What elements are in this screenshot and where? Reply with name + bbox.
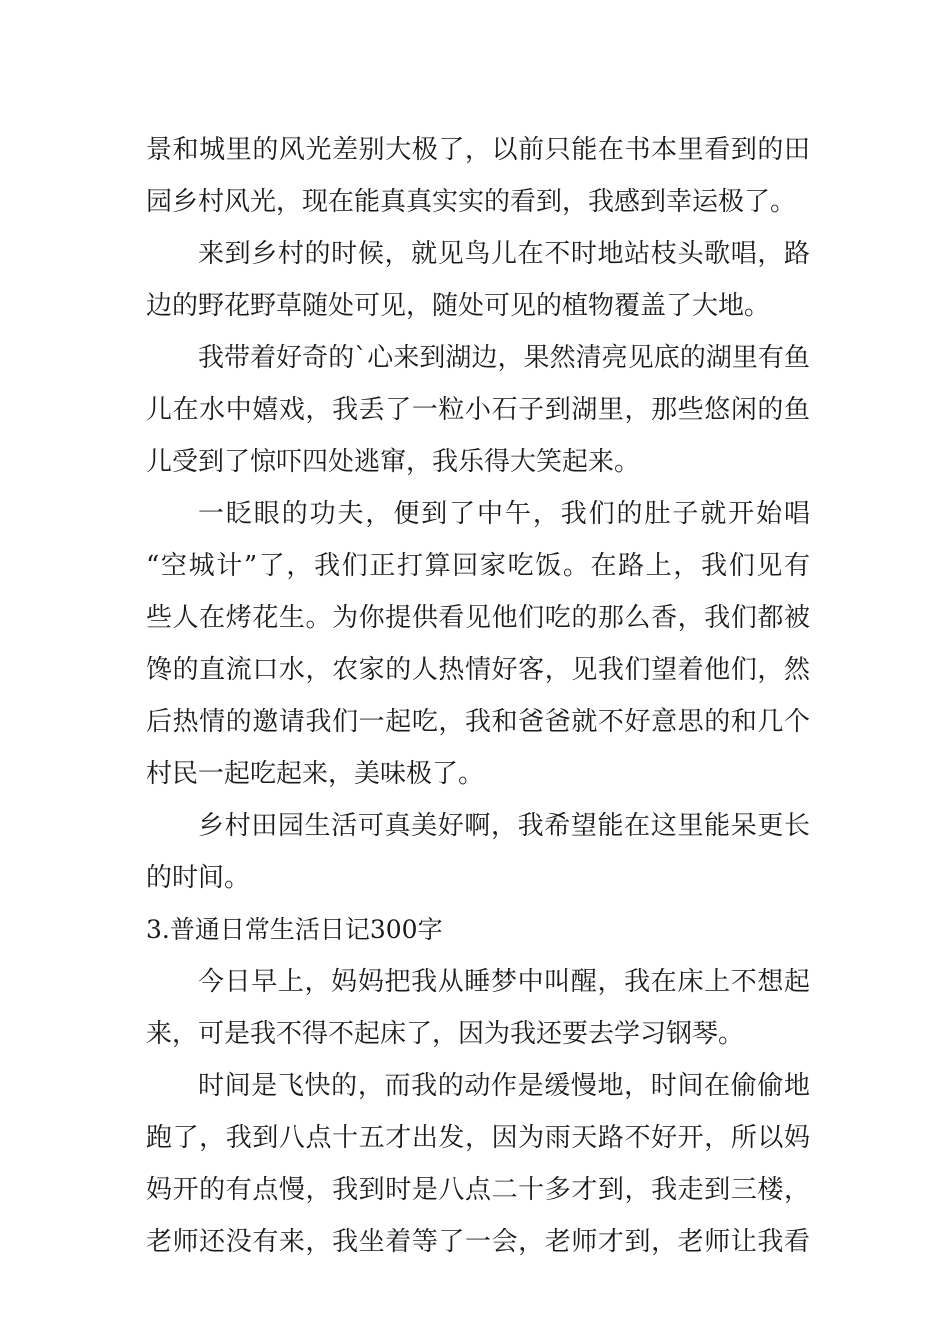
text-line: 园乡村风光，现在能真真实实的看到，我感到幸运极了。 xyxy=(146,187,797,217)
text-line: 景和城里的风光差别大极了，以前只能在书本里看到的田 xyxy=(146,135,810,165)
text-line: 些人在烤花生。为你提供看见他们吃的那么香，我们都被 xyxy=(146,603,810,633)
text-line: 村民一起吃起来，美味极了。 xyxy=(146,759,485,789)
text-line: 跑了，我到八点十五才出发，因为雨天路不好开，所以妈 xyxy=(146,1123,810,1153)
text-line: 后热情的邀请我们一起吃，我和爸爸就不好意思的和几个 xyxy=(146,707,810,737)
text-line: 边的野花野草随处可见，随处可见的植物覆盖了大地。 xyxy=(146,291,771,321)
paragraph-first-line: 我带着好奇的`心来到湖边，果然清亮见底的湖里有鱼 xyxy=(198,343,810,373)
paragraph-first-line: 时间是飞快的，而我的动作是缓慢地，时间在偷偷地 xyxy=(198,1071,810,1101)
text-line: 妈开的有点慢，我到时是八点二十多才到，我走到三楼， xyxy=(146,1175,810,1205)
paragraph-first-line: 来到乡村的时候，就见鸟儿在不时地站枝头歌唱，路 xyxy=(198,239,810,269)
text-line: 的时间。 xyxy=(146,863,251,893)
paragraph-first-line: 今日早上，妈妈把我从睡梦中叫醒，我在床上不想起 xyxy=(198,967,810,997)
paragraph-first-line: 乡村田园生活可真美好啊，我希望能在这里能呆更长 xyxy=(198,811,810,841)
text-line: 儿在水中嬉戏，我丢了一粒小石子到湖里，那些悠闲的鱼 xyxy=(146,395,810,425)
text-line: 来，可是我不得不起床了，因为我还要去学习钢琴。 xyxy=(146,1019,745,1049)
paragraph-first-line: 一眨眼的功夫，便到了中午，我们的肚子就开始唱 xyxy=(198,499,810,529)
section-heading: 3.普通日常生活日记300字 xyxy=(146,915,443,944)
text-line: 老师还没有来，我坐着等了一会，老师才到，老师让我看 xyxy=(146,1227,810,1257)
text-line: 馋的直流口水，农家的人热情好客，见我们望着他们，然 xyxy=(146,655,810,685)
text-line: 儿受到了惊吓四处逃窜，我乐得大笑起来。 xyxy=(146,447,641,477)
text-line: “空城计”了，我们正打算回家吃饭。在路上，我们见有 xyxy=(146,551,810,581)
